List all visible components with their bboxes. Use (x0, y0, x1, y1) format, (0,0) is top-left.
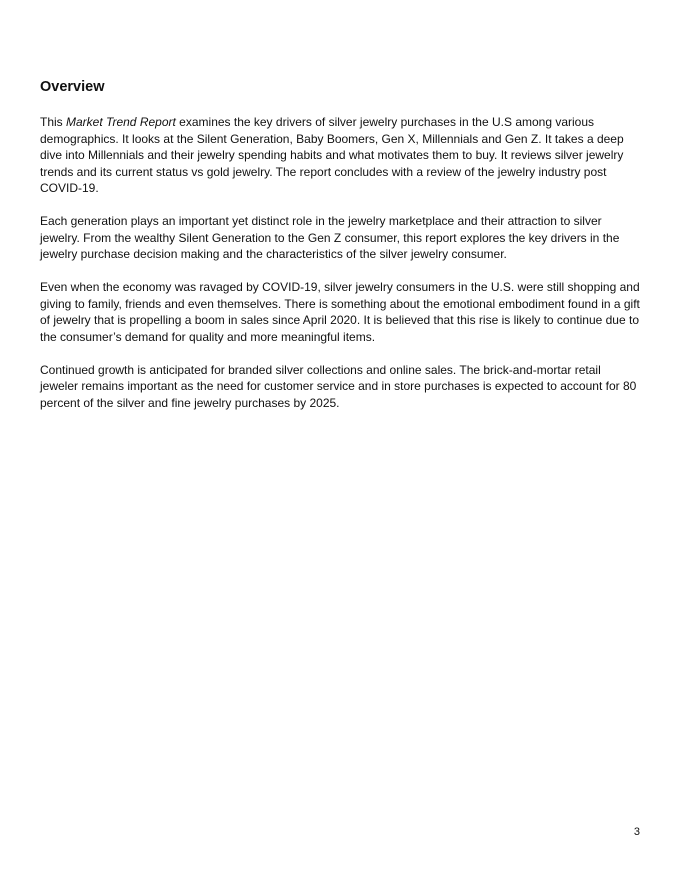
paragraph-intro-prefix: This (40, 115, 67, 129)
paragraph-covid: Even when the economy was ravaged by COVID-19, silver jewelry consumers in the U.S. were still shopping and giving to family, friends and even themselves. There is something about the emotional embodiment found in a gift of jewelry that is propelling a boom in sales since April 2020. It is believed that this rise is likely to continue due to the consumer’s demand for quality and more meaningful items. (40, 280, 640, 344)
paragraph-intro-suffix: examines the key drivers of silver jewelry purchases in the U.S among various demographics. It looks at the Silent Generation, Baby Boomers, Gen X, Millennials and Gen Z. It takes a deep dive into Millennials and their jewelry spending habits and what motivates them to buy. It reviews silver jewelry trends and its current status vs gold jewelry. The report concludes with a review of the jewelry industry post COVID-19. (40, 115, 624, 195)
section-heading: Overview (40, 79, 105, 95)
paragraph-generations: Each generation plays an important yet distinct role in the jewelry marketplace and their attraction to silver jewelry. From the wealthy Silent Generation to the Gen Z consumer, this report explores the key drivers in the jewelry purchase decision making and the characteristics of the silver jewelry consumer. (40, 214, 620, 261)
paragraph-intro (40, 114, 642, 197)
report-title-emphasis: Market Trend Report (66, 115, 176, 129)
page-content (40, 78, 642, 428)
paragraph-growth: Continued growth is anticipated for branded silver collections and online sales. The brick-and-mortar retail jeweler remains important as the need for customer service and in store purchases is expected to account for 80 percent of the silver and fine jewelry purchases by 2025. (40, 362, 637, 410)
page-number: 3 (633, 826, 640, 838)
